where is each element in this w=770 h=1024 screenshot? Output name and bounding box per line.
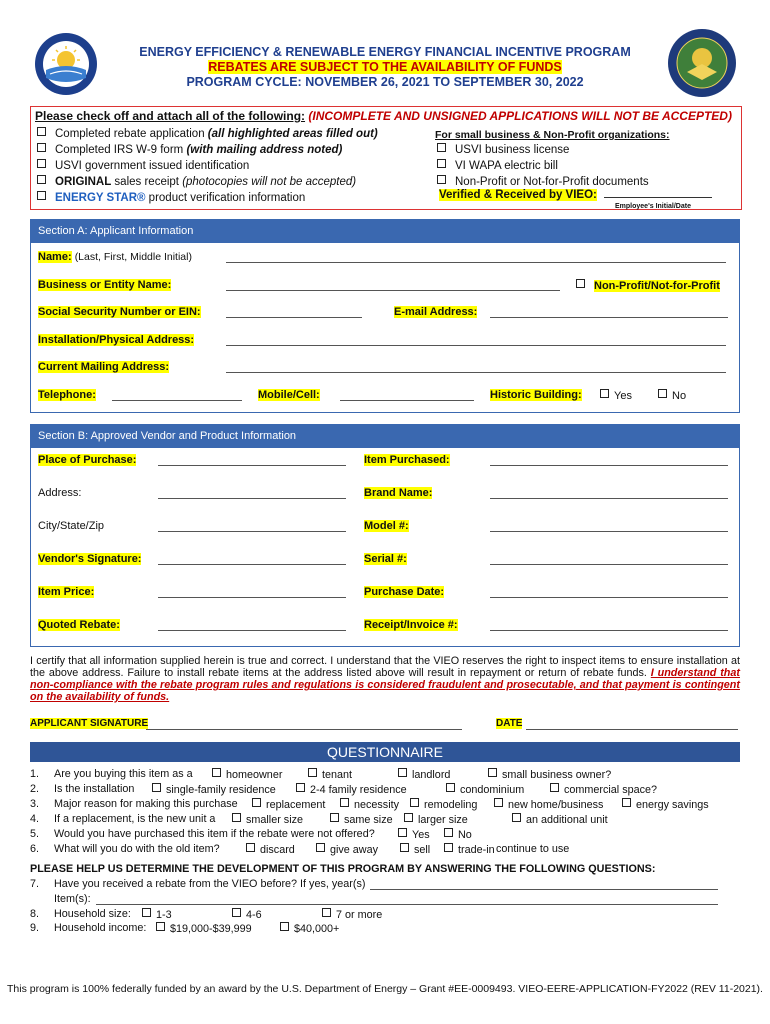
- product-field-input[interactable]: [490, 498, 728, 499]
- option-label: commercial space?: [564, 784, 658, 796]
- q7-years-field[interactable]: [370, 889, 718, 890]
- checklist-item[interactable]: [37, 159, 249, 172]
- option-label: necessity: [354, 799, 400, 811]
- vendor-field-input[interactable]: [158, 564, 346, 565]
- option-label: 1-3: [156, 909, 172, 921]
- option-label: sell: [414, 844, 431, 856]
- small-business-title: For small business & Non-Profit organizations:: [435, 129, 670, 141]
- question-number: 3.: [30, 798, 40, 810]
- question-option[interactable]: [252, 798, 325, 811]
- business-field[interactable]: [226, 290, 560, 291]
- checkbox[interactable]: [494, 798, 503, 807]
- question-text: Is the installation: [54, 783, 135, 795]
- checkbox[interactable]: [410, 798, 419, 807]
- product-field-label: Item Purchased:: [364, 454, 450, 466]
- mobile-field[interactable]: [340, 400, 474, 401]
- option-label: energy savings: [636, 799, 709, 811]
- household-income-option[interactable]: [280, 922, 339, 935]
- question-option[interactable]: [340, 798, 399, 811]
- question-9: 9. Household income:: [30, 922, 147, 934]
- question-3: [30, 798, 238, 810]
- checklist-item-text: USVI government issued identification: [55, 160, 250, 172]
- option-label: larger size: [418, 814, 468, 826]
- checklist-item-strong: ORIGINAL: [55, 176, 112, 188]
- checkbox[interactable]: [444, 828, 453, 837]
- product-field-label: Receipt/Invoice #:: [364, 619, 458, 631]
- applicant-signature-field[interactable]: [146, 729, 462, 730]
- nonprofit-checkbox[interactable]: [576, 279, 585, 288]
- telephone-field[interactable]: [112, 400, 242, 401]
- checkbox[interactable]: [400, 843, 409, 852]
- section-a-body: [30, 243, 740, 413]
- household-size-option[interactable]: [232, 908, 262, 921]
- option-label: Yes: [412, 829, 430, 841]
- help-title: PLEASE HELP US DETERMINE THE DEVELOPMENT OF THIS PROGRAM BY ANSWERING THE FOLLOWING QUESTIONS:: [30, 863, 656, 875]
- option-label: $40,000+: [294, 923, 340, 935]
- product-field-label: Brand Name:: [364, 487, 433, 499]
- question-8: 8. Household size:: [30, 908, 131, 920]
- question-option[interactable]: [330, 813, 393, 826]
- household-size-option[interactable]: [322, 908, 382, 921]
- vendor-field-label: City/State/Zip: [38, 520, 105, 532]
- program-title: ENERGY EFFICIENCY & RENEWABLE ENERGY FINANCIAL INCENTIVE PROGRAM: [139, 45, 631, 59]
- applicant-signature-row: [30, 718, 148, 729]
- email-field[interactable]: [490, 317, 728, 318]
- option-label: discard: [260, 844, 295, 856]
- question-option[interactable]: [404, 813, 468, 826]
- checkbox[interactable]: [280, 922, 289, 931]
- option-label: $19,000-$39,999: [170, 923, 252, 935]
- option-label: replacement: [266, 799, 326, 811]
- questionnaire-header: QUESTIONNAIRE: [30, 742, 740, 762]
- question-option[interactable]: [488, 768, 611, 781]
- vendor-field-label: Item Price:: [38, 586, 95, 598]
- household-income-option[interactable]: [156, 922, 252, 935]
- program-cycle: PROGRAM CYCLE: NOVEMBER 26, 2021 TO SEPTEMBER 30, 2022: [186, 75, 584, 89]
- checkbox[interactable]: [37, 159, 46, 168]
- section-b-body: [30, 448, 740, 647]
- option-label: landlord: [412, 769, 451, 781]
- question-option[interactable]: [494, 798, 603, 811]
- vendor-field-label: Address:: [38, 487, 82, 499]
- question-option[interactable]: [410, 798, 477, 811]
- applicant-signature-label: APPLICANT SIGNATURE: [30, 718, 149, 729]
- checkbox[interactable]: [37, 191, 46, 200]
- question-text: Are you buying this item as a: [54, 768, 193, 780]
- checkbox[interactable]: [330, 813, 339, 822]
- business-checklist-label: USVI business license: [455, 144, 570, 156]
- question-option[interactable]: [308, 768, 352, 781]
- q7-items-label: Item(s):: [54, 893, 91, 905]
- checklist-item-note: (photocopies will not be accepted): [182, 176, 357, 188]
- date-label: DATE: [496, 718, 523, 729]
- install-address-field[interactable]: [226, 345, 726, 346]
- vendor-field-input[interactable]: [158, 465, 346, 466]
- question-option[interactable]: [444, 828, 472, 841]
- option-label: 7 or more: [336, 909, 383, 921]
- question-number: 6.: [30, 843, 40, 855]
- ssn-field[interactable]: [226, 317, 362, 318]
- checkbox[interactable]: [550, 783, 559, 792]
- checklist-item-note: (all highlighted areas filled out): [207, 128, 378, 140]
- option-label: 4-6: [246, 909, 262, 921]
- nonprofit-option[interactable]: Non-Profit/Not-for-Profit: [576, 279, 720, 292]
- option-label: trade-in: [458, 844, 495, 856]
- checklist-item[interactable]: [37, 175, 356, 188]
- question-text: What will you do with the old item?: [54, 843, 220, 855]
- question-option[interactable]: [398, 828, 430, 841]
- question-6: [30, 843, 220, 855]
- checklist-item[interactable]: [37, 191, 305, 204]
- mobile-label: Mobile/Cell:: [258, 389, 320, 401]
- date-field[interactable]: [526, 729, 738, 730]
- question-option[interactable]: [446, 783, 524, 796]
- option-label: smaller size: [246, 814, 303, 826]
- option-label: give away: [330, 844, 379, 856]
- product-field-input[interactable]: [490, 630, 728, 631]
- question-number: 2.: [30, 783, 40, 795]
- household-size-option[interactable]: [142, 908, 172, 921]
- vendor-field-label: Place of Purchase:: [38, 454, 137, 466]
- question-text: Would you have purchased this item if the rebate were not offered?: [54, 828, 375, 840]
- usvi-seal-logo: [34, 32, 98, 96]
- vendor-field-input[interactable]: [158, 531, 346, 532]
- historic-yes-checkbox[interactable]: [600, 389, 609, 398]
- question-text: If a replacement, is the new unit a: [54, 813, 216, 825]
- option-label: tenant: [322, 769, 353, 781]
- vendor-field-label: Vendor's Signature:: [38, 553, 142, 565]
- checkbox[interactable]: [246, 843, 255, 852]
- telephone-label: Telephone:: [38, 389, 96, 401]
- certification-text: I certify that all information supplied herein is true and correct. I understand that the VIEO reserves the right to inspect items to ensure installation at the above address. Failure to install rebate items at the address listed above will result in repayment or return of rebate funds. I understand that non-compliance with the rebate program rules and regulations is considered fraudulent and prosecutable, and that payment is contingent on the availability of funds.: [30, 655, 740, 703]
- funds-notice: REBATES ARE SUBJECT TO THE AVAILABILITY OF FUNDS: [208, 60, 562, 74]
- checkbox[interactable]: [512, 813, 521, 822]
- checklist-item[interactable]: [37, 143, 342, 156]
- historic-no[interactable]: No: [658, 389, 686, 402]
- name-label: Name: (Last, First, Middle Initial): [38, 251, 192, 263]
- checkbox[interactable]: [398, 828, 407, 837]
- question-number: 1.: [30, 768, 40, 780]
- question-5: [30, 828, 375, 840]
- option-label: an additional unit: [526, 814, 608, 826]
- checkbox[interactable]: [152, 783, 161, 792]
- install-address-label: Installation/Physical Address:: [38, 334, 195, 346]
- checkbox[interactable]: [437, 175, 446, 184]
- product-field-input[interactable]: [490, 465, 728, 466]
- checkbox[interactable]: [316, 843, 325, 852]
- historic-label: Historic Building:: [490, 389, 582, 401]
- question-option[interactable]: [512, 813, 608, 826]
- question-option[interactable]: [400, 843, 430, 856]
- option-label: condominium: [460, 784, 525, 796]
- checkbox[interactable]: [446, 783, 455, 792]
- checklist-item-note: (with mailing address noted): [186, 144, 343, 156]
- question-option[interactable]: [496, 843, 569, 855]
- checklist-warning: (INCOMPLETE AND UNSIGNED APPLICATIONS WILL NOT BE ACCEPTED): [308, 109, 732, 123]
- mailing-address-field[interactable]: [226, 372, 726, 373]
- question-1: [30, 768, 193, 780]
- question-option[interactable]: [152, 783, 276, 796]
- section-b-header: Section B: Approved Vendor and Product Information: [30, 424, 740, 448]
- checklist-item-text: sales receipt: [111, 176, 183, 188]
- certification-warning: I understand that non-compliance with the rebate program rules and regulations is considered fraudulent and prosecutable, and that payment is contingent on the availability of funds.: [30, 667, 740, 703]
- option-label: same size: [344, 814, 393, 826]
- checkbox[interactable]: [340, 798, 349, 807]
- question-number: 5.: [30, 828, 40, 840]
- business-checklist-item[interactable]: [437, 143, 569, 156]
- question-option[interactable]: [246, 843, 295, 856]
- question-option[interactable]: [232, 813, 303, 826]
- question-option[interactable]: [444, 843, 495, 856]
- business-checklist-item[interactable]: [437, 159, 558, 172]
- checkbox[interactable]: [156, 922, 165, 931]
- email-label: E-mail Address:: [394, 306, 478, 318]
- business-label: Business or Entity Name:: [38, 279, 172, 291]
- checkbox[interactable]: [488, 768, 497, 777]
- question-option[interactable]: [550, 783, 657, 796]
- option-label: 2-4 family residence: [310, 784, 407, 796]
- question-7: 7. Have you received a rebate from the VIEO before? If yes, year(s): [30, 878, 366, 890]
- checkbox[interactable]: [37, 143, 46, 152]
- checklist-box: [30, 106, 742, 210]
- checkbox[interactable]: [296, 783, 305, 792]
- product-field-label: Purchase Date:: [364, 586, 445, 598]
- checkbox[interactable]: [437, 143, 446, 152]
- section-a-header: Section A: Applicant Information: [30, 219, 740, 243]
- option-label: No: [458, 829, 472, 841]
- mailing-address-label: Current Mailing Address:: [38, 361, 169, 373]
- ssn-label: Social Security Number or EIN:: [38, 306, 201, 318]
- checklist-item-text: Completed rebate application: [55, 128, 208, 140]
- business-checklist-label: Non-Profit or Not-for-Profit documents: [455, 176, 649, 188]
- checkbox[interactable]: [232, 813, 241, 822]
- vendor-field-label: Quoted Rebate:: [38, 619, 120, 631]
- question-text: Major reason for making this purchase: [54, 798, 238, 810]
- option-label: remodeling: [424, 799, 478, 811]
- question-4: [30, 813, 215, 825]
- vendor-field-input[interactable]: [158, 498, 346, 499]
- question-2: [30, 783, 134, 795]
- checkbox[interactable]: [437, 159, 446, 168]
- checkbox[interactable]: [142, 908, 151, 917]
- historic-yes[interactable]: Yes: [600, 389, 632, 402]
- question-number: 4.: [30, 813, 40, 825]
- verified-label: Verified & Received by VIEO:: [439, 189, 597, 201]
- product-field-input[interactable]: [490, 564, 728, 565]
- checkbox[interactable]: [308, 768, 317, 777]
- vendor-field-input[interactable]: [158, 630, 346, 631]
- checklist-item[interactable]: [37, 127, 378, 140]
- product-field-input[interactable]: [490, 531, 728, 532]
- question-option[interactable]: [296, 783, 407, 796]
- checkbox[interactable]: [444, 843, 453, 852]
- option-label: homeowner: [226, 769, 283, 781]
- name-field[interactable]: [226, 262, 726, 263]
- checklist-item-strong: ENERGY STAR®: [55, 192, 146, 204]
- checklist-item-text: Completed IRS W-9 form: [55, 144, 187, 156]
- employee-initial-caption: Employee's Initial/Date: [615, 203, 691, 210]
- option-label: small business owner?: [502, 769, 612, 781]
- business-checklist-item[interactable]: [437, 175, 649, 188]
- product-field-input[interactable]: [490, 597, 728, 598]
- checkbox[interactable]: [37, 127, 46, 136]
- checkbox[interactable]: [37, 175, 46, 184]
- checkbox[interactable]: [404, 813, 413, 822]
- vendor-field-input[interactable]: [158, 597, 346, 598]
- verified-line[interactable]: [604, 197, 712, 198]
- doe-seal-logo: [667, 28, 737, 98]
- option-label: new home/business: [508, 799, 604, 811]
- checkbox[interactable]: [322, 908, 331, 917]
- checkbox[interactable]: [252, 798, 261, 807]
- verified-row: [439, 189, 712, 201]
- checkbox[interactable]: [622, 798, 631, 807]
- option-label: single-family residence: [166, 784, 276, 796]
- business-checklist-label: VI WAPA electric bill: [455, 160, 558, 172]
- question-option[interactable]: [212, 768, 282, 781]
- option-label: continue to use: [496, 843, 570, 855]
- checkbox[interactable]: [398, 768, 407, 777]
- checklist-item-text: product verification information: [145, 192, 306, 204]
- product-field-label: Serial #:: [364, 553, 407, 565]
- checkbox[interactable]: [232, 908, 241, 917]
- checklist-intro: Please check off and attach all of the following:: [35, 109, 306, 123]
- question-option[interactable]: [398, 768, 450, 781]
- question-option[interactable]: [622, 798, 709, 811]
- question-option[interactable]: [316, 843, 378, 856]
- q7-items-field[interactable]: [96, 904, 718, 905]
- historic-no-checkbox[interactable]: [658, 389, 667, 398]
- product-field-label: Model #:: [364, 520, 409, 532]
- footer-text: This program is 100% federally funded by an award by the U.S. Department of Energy – Grant #EE-0009493. VIEO-EERE-APPLICATION-FY2022 (REV 11-2021).: [7, 983, 763, 995]
- checkbox[interactable]: [212, 768, 221, 777]
